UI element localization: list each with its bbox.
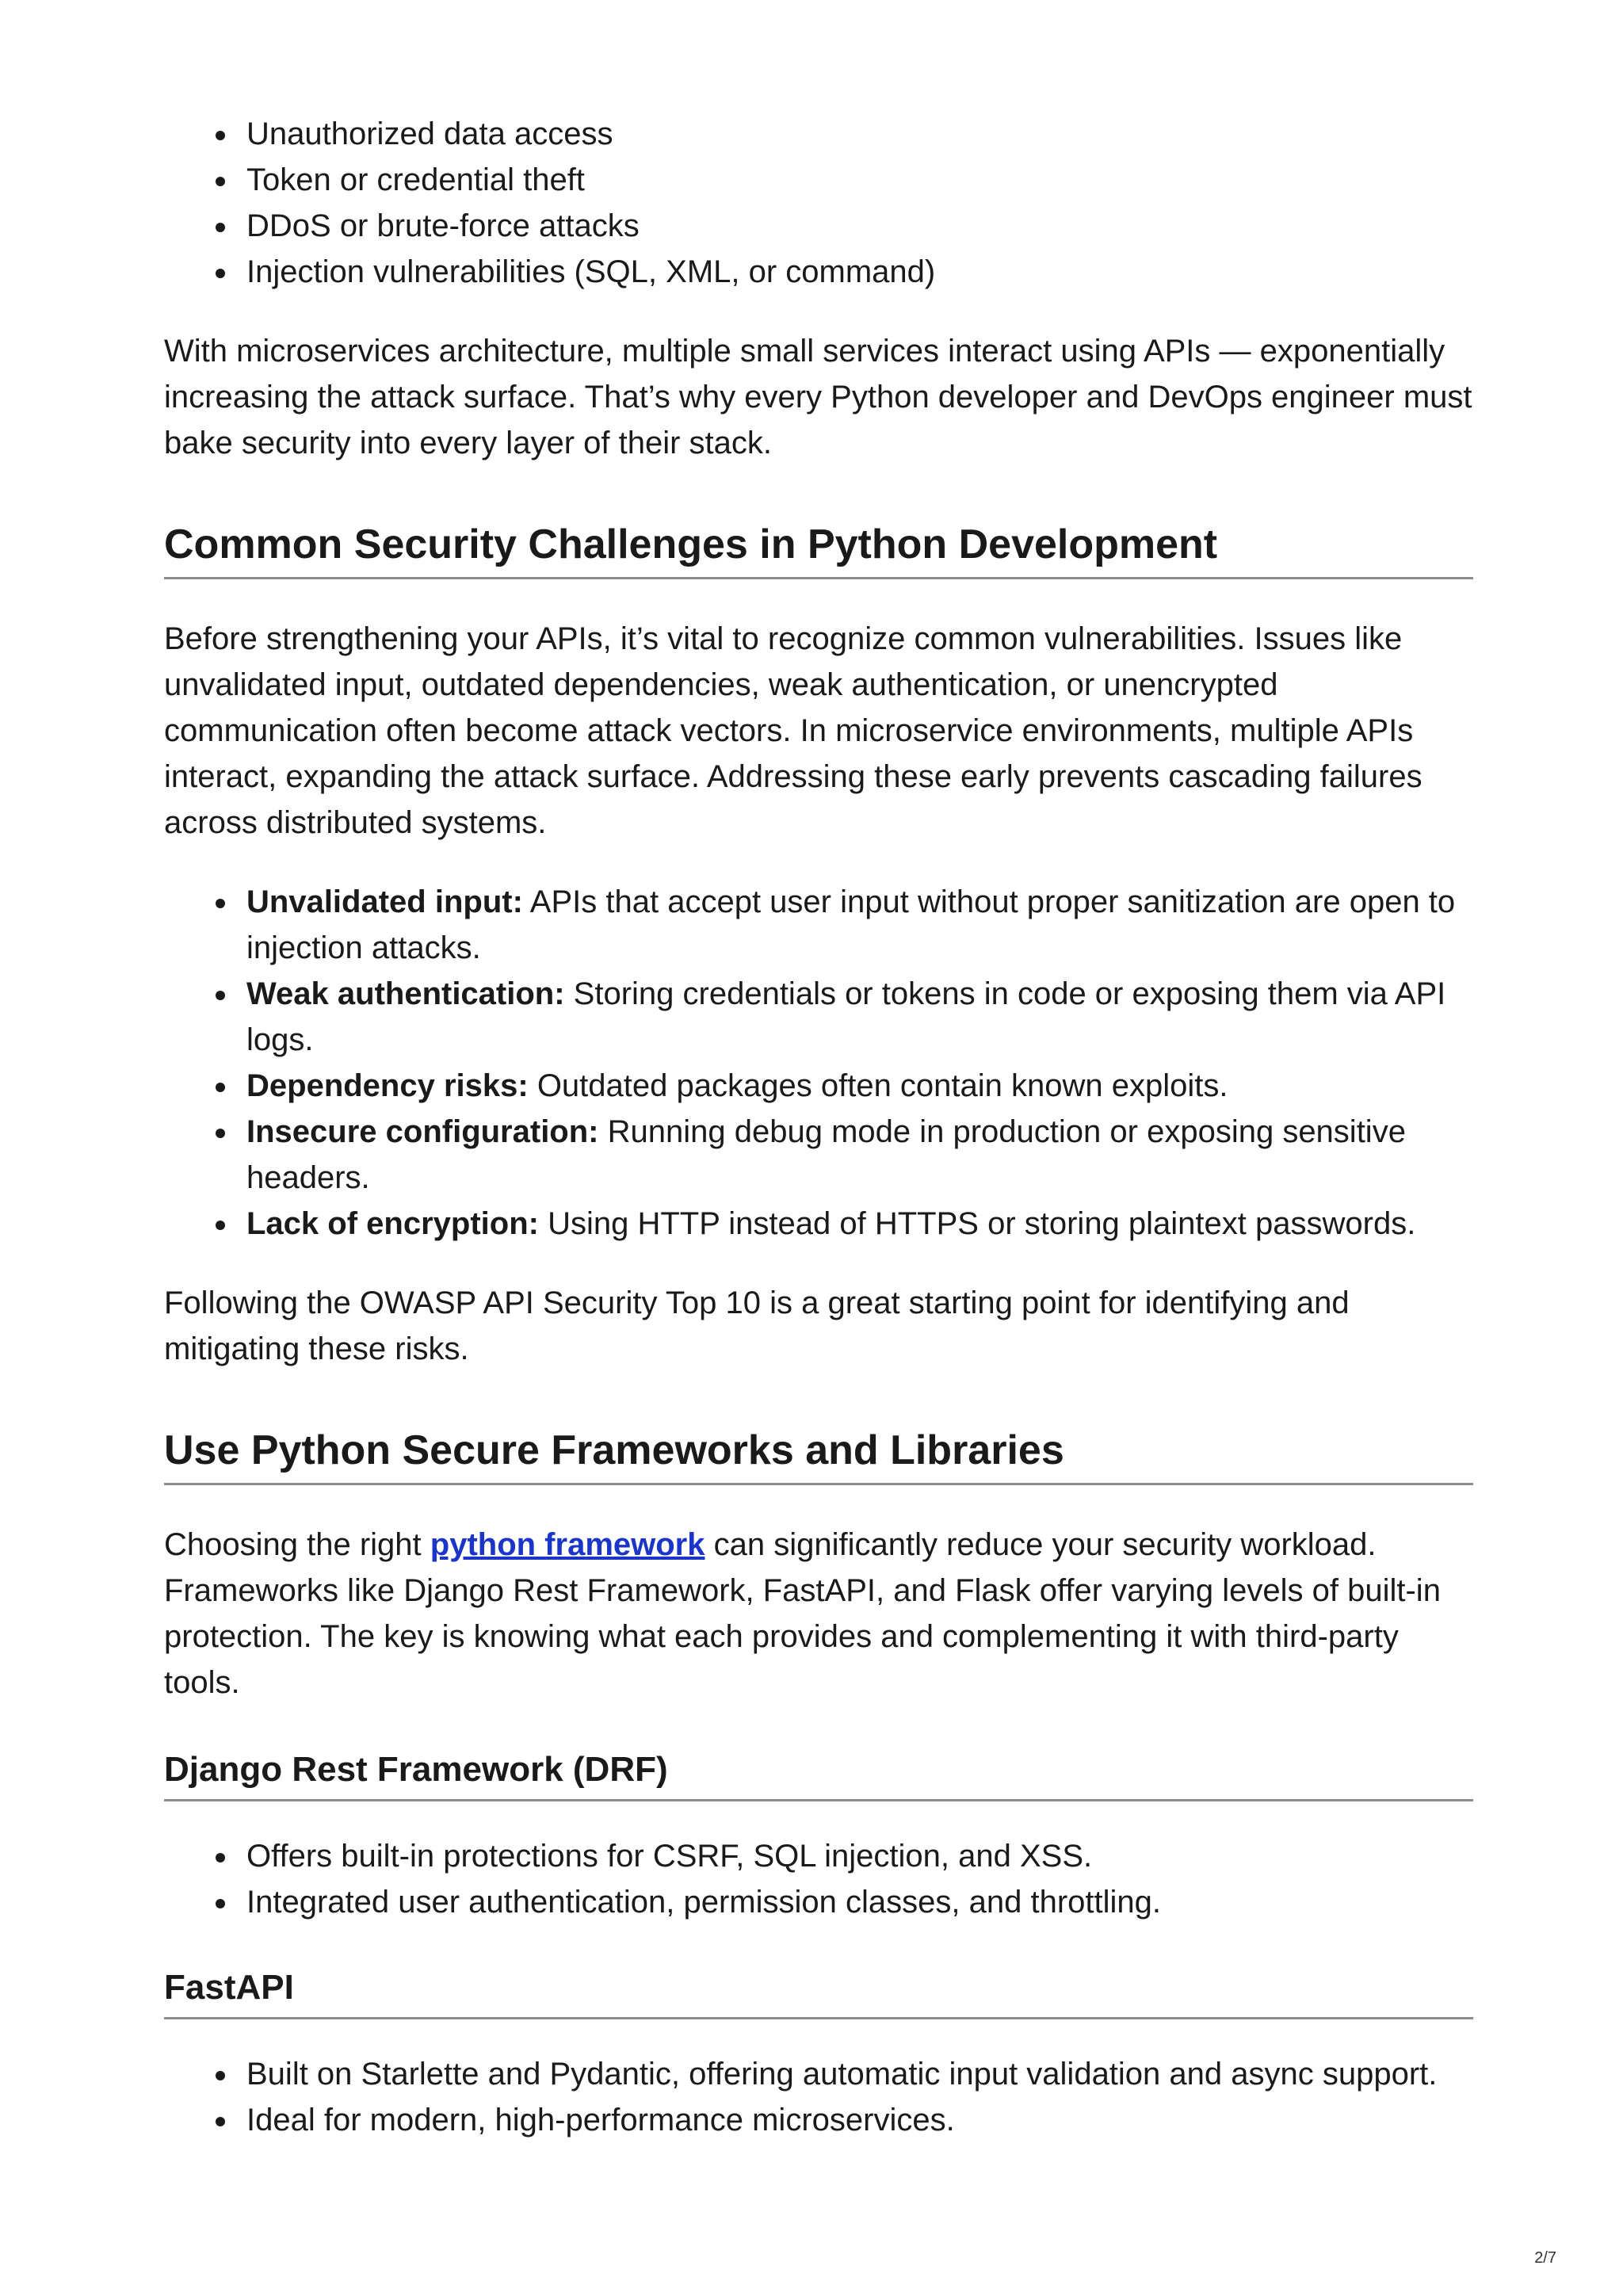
- list-item: DDoS or brute-force attacks: [246, 203, 1473, 249]
- challenges-list: [164, 879, 1473, 1247]
- list-item-text: Storing credentials or tokens in code or exposing them via API logs.: [246, 976, 1446, 1057]
- list-item: Offers built-in protections for CSRF, SQL injection, and XSS.: [246, 1833, 1473, 1879]
- heading-frameworks: Use Python Secure Frameworks and Libraries: [164, 1424, 1473, 1485]
- list-item: [246, 971, 1473, 1063]
- list-item-term: Unvalidated input:: [246, 884, 523, 919]
- list-item: [246, 1109, 1473, 1201]
- list-item-text: Outdated packages often contain known exploits.: [528, 1068, 1228, 1103]
- list-item-term: Dependency risks:: [246, 1068, 529, 1103]
- list-item: [246, 1201, 1473, 1247]
- list-item: Unauthorized data access: [246, 111, 1473, 157]
- threat-list: [164, 111, 1473, 295]
- text-segment: can significantly reduce your security workload. Frameworks like Django Rest Framework, FastAPI, and Flask offer varying levels of built-in protection. The key is knowing what each provides and complementing it with third-party tools.: [164, 1527, 1441, 1700]
- page-number: 2/7: [1534, 2249, 1556, 2267]
- list-item-term: Lack of encryption:: [246, 1206, 539, 1241]
- text-segment: Choosing the right: [164, 1527, 430, 1562]
- heading-challenges: Common Security Challenges in Python Development: [164, 518, 1473, 579]
- list-item-text: APIs that accept user input without proper sanitization are open to injection attacks.: [246, 884, 1456, 965]
- list-item-term: Insecure configuration:: [246, 1114, 599, 1149]
- heading-fastapi: FastAPI: [164, 1965, 1473, 2019]
- python-framework-link[interactable]: python framework: [430, 1527, 705, 1562]
- list-item: Token or credential theft: [246, 157, 1473, 203]
- drf-list: [164, 1833, 1473, 1925]
- fastapi-list: [164, 2051, 1473, 2143]
- list-item: Built on Starlette and Pydantic, offering automatic input validation and async support.: [246, 2051, 1473, 2097]
- paragraph-microservices: With microservices architecture, multiple small services interact using APIs — exponentially increasing the attack surface. That’s why every Python developer and DevOps engineer must bake security into every layer of their stack.: [164, 334, 1472, 460]
- list-item: Ideal for modern, high-performance microservices.: [246, 2097, 1473, 2143]
- list-item: [246, 1063, 1473, 1109]
- paragraph-challenges-intro: Before strengthening your APIs, it’s vital to recognize common vulnerabilities. Issues like unvalidated input, outdated dependencies, weak authentication, or unencrypted communication often become attack vectors. In microservice environments, multiple APIs interact, expanding the attack surface. Addressing these early prevents cascading failures across distributed systems.: [164, 621, 1423, 840]
- document-page: [164, 111, 1473, 2143]
- heading-drf: Django Rest Framework (DRF): [164, 1747, 1473, 1801]
- list-item: [246, 879, 1473, 971]
- paragraph-challenges-outro: Following the OWASP API Security Top 10 is a great starting point for identifying and mitigating these risks.: [164, 1286, 1350, 1366]
- list-item-text: Using HTTP instead of HTTPS or storing plaintext passwords.: [538, 1206, 1416, 1241]
- list-item-term: Weak authentication:: [246, 976, 565, 1011]
- list-item: Integrated user authentication, permission classes, and throttling.: [246, 1879, 1473, 1925]
- list-item: Injection vulnerabilities (SQL, XML, or command): [246, 249, 1473, 295]
- list-item-text: Running debug mode in production or exposing sensitive headers.: [246, 1114, 1406, 1195]
- paragraph-frameworks-intro: [164, 1522, 1473, 1706]
